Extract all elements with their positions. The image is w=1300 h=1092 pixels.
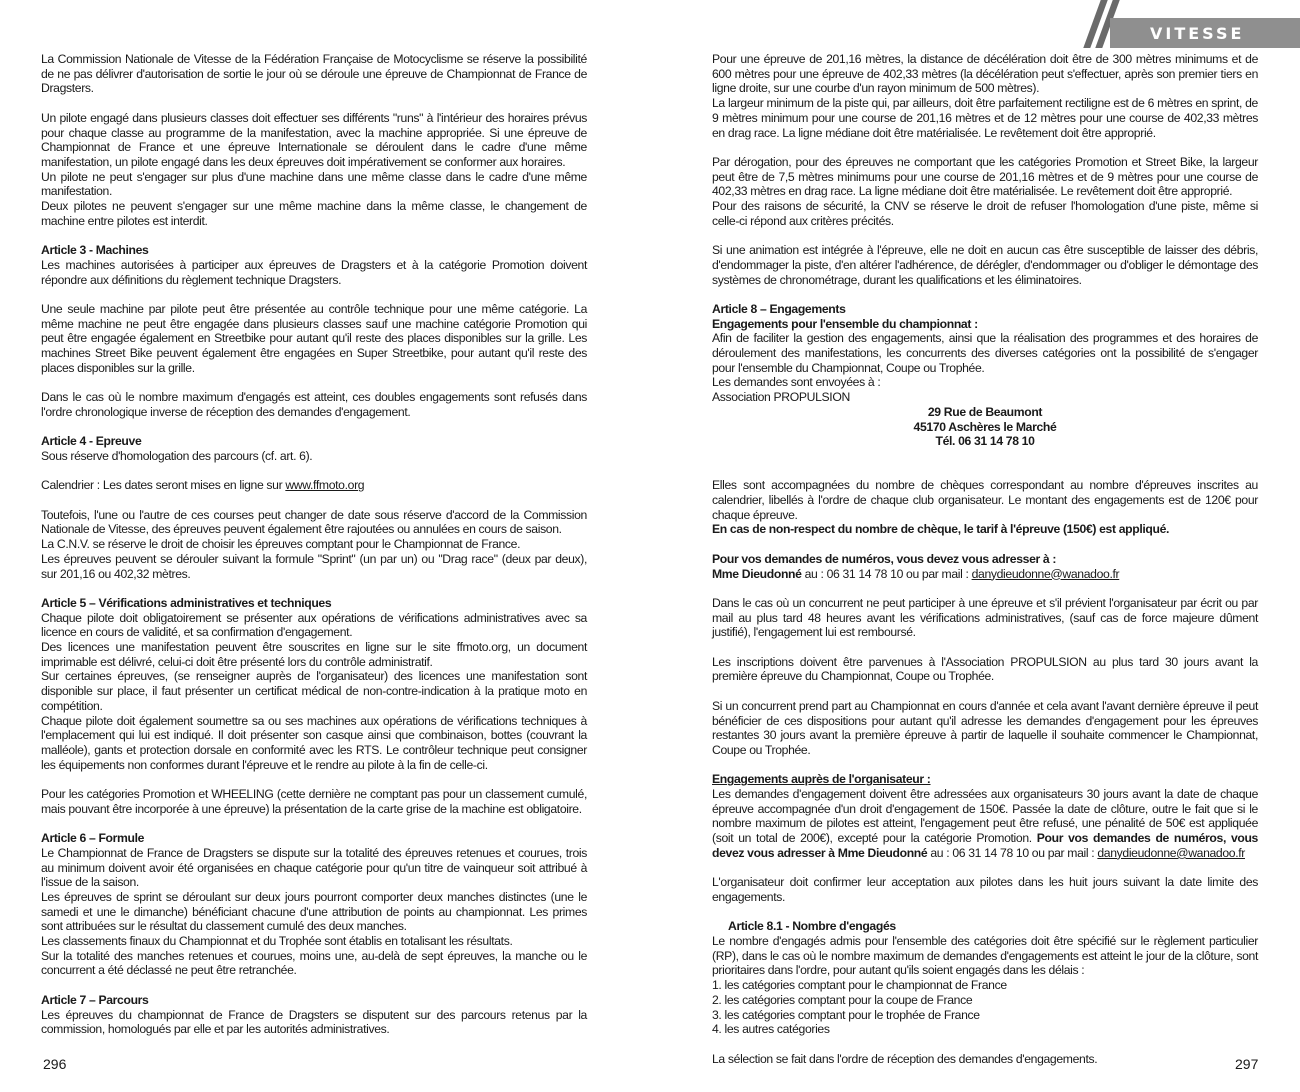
- paragraph: La largeur minimum de la piste qui, par ailleurs, doit être parfaitement rectiligne est de 6 mètres en sprint, de 9 mètres minimum pour une course de 201,16 mètres et de 12 mètres pour une course de 402,33 mètres en drag race. La ligne médiane doit être matérialisée. Le revêtement doit être approprié.: [712, 96, 1258, 140]
- address-line: 45170 Aschères le Marché: [913, 419, 1057, 434]
- paragraph: Elles sont accompagnées du nombre de chèques correspondant au nombre d'épreuves inscrites au calendrier, libellés à l'ordre de chaque club organisateur. Le montant des engagements est de 120€ pour chaque épreuve.: [712, 478, 1258, 522]
- paragraph: La Commission Nationale de Vitesse de la Fédération Française de Motocyclisme se réserve la possibilité de ne pas délivrer d'autorisation de sortie le jour où se déroule une épreuve de Championnat de France de Dragsters.: [41, 52, 587, 96]
- paragraph: Pour une épreuve de 201,16 mètres, la distance de décélération doit être de 300 mètres minimums et de 600 mètres pour une épreuve de 402,33 mètres (la décélération peut s'effectuer, après son premier tiers en ligne droite, sur une courbe d'un rayon minimum de 500 mètres).: [712, 52, 1258, 96]
- article-heading: Article 5 – Vérifications administratives et techniques: [41, 595, 332, 610]
- paragraph: L'organisateur doit confirmer leur acceptation aux pilotes dans les huit jours suivant la date limite des engagements.: [712, 875, 1258, 904]
- right-page-column: [712, 52, 1258, 1066]
- article-heading: Article 6 – Formule: [41, 831, 145, 846]
- paragraph: Les demandes sont envoyées à :: [712, 375, 881, 390]
- ffmoto-link[interactable]: www.ffmoto.org: [285, 478, 365, 493]
- list-item: 1. les catégories comptant pour le championnat de France: [712, 978, 1007, 993]
- subheading: Engagements auprès de l'organisateur :: [712, 772, 931, 787]
- paragraph: Les machines autorisées à participer aux épreuves de Dragsters et à la catégorie Promotion doivent répondre aux définitions du règlement technique Dragsters.: [41, 257, 587, 287]
- contact-text: au : 06 31 14 78 10 ou par mail :: [801, 566, 972, 581]
- article-heading: Article 7 – Parcours: [41, 992, 149, 1007]
- contact-text: au : 06 31 14 78 10 ou par mail :: [927, 845, 1098, 860]
- contact-request: Pour vos demandes de numéros, vous devez vous adresser à Mme Dieudonné: [712, 831, 1258, 860]
- subheading: Engagements pour l'ensemble du championnat :: [712, 316, 978, 331]
- paragraph: Toutefois, l'une ou l'autre de ces courses peut changer de date sous réserve d'accord de la Commission Nationale de Vitesse, des épreuves peuvent également être rajoutées ou annulées en cours de saison.: [41, 507, 587, 537]
- article-heading: Article 3 - Machines: [41, 243, 149, 258]
- left-page-column: [41, 52, 587, 1037]
- paragraph: [712, 567, 1258, 582]
- paragraph-text: Les demandes d'engagement doivent être adressées aux organisateurs 30 jours avant la date de chaque épreuve accompagnée d'un droit d'engagement de 150€. Passée la date de clôture, outre le fait que si le nombre maximum de pilotes est atteint, l'engagement peut être refusé, une pénalité de 50€ est appliquée (soit un total de 200€), excepté pour la catégorie Promotion.: [712, 787, 1258, 846]
- paragraph: La sélection se fait dans l'ordre de réception des demandes d'engagements.: [712, 1051, 1098, 1066]
- email-link[interactable]: danydieudonne@wanadoo.fr: [1097, 845, 1245, 860]
- paragraph: Les classements finaux du Championnat et du Trophée sont établis en totalisant les résultats.: [41, 934, 513, 949]
- email-link[interactable]: danydieudonne@wanadoo.fr: [971, 566, 1120, 581]
- paragraph: Dans le cas où le nombre maximum d'engagés est atteint, ces doubles engagements sont refusés dans l'ordre chronologique inverse de réception des demandes d'engagement.: [41, 390, 587, 419]
- paragraph: Les épreuves de sprint se déroulant sur deux jours pourront comporter deux manches distinctes (une le samedi et une le dimanche) bénéficiant chacune d'une attribution de points au championnat. Les primes sont attribuées sur le résultat du classement cumulé des deux manches.: [41, 889, 587, 934]
- article-heading: Article 8 – Engagements: [712, 301, 846, 316]
- address-line: 29 Rue de Beaumont: [927, 404, 1043, 419]
- paragraph: Les inscriptions doivent être parvenues à l'Association PROPULSION au plus tard 30 jours avant la première épreuve du Championnat, Coupe ou Trophée.: [712, 654, 1258, 684]
- paragraph: Pour les catégories Promotion et WHEELING (cette dernière ne comptant pas pour un classement cumulé, mais pouvant être incorporée à une épreuve) la présentation de la carte grise de la machine est obligatoire.: [41, 787, 587, 816]
- subheading: Pour vos demandes de numéros, vous devez vous adresser à :: [712, 551, 1057, 566]
- penalty-notice: En cas de non-respect du nombre de chèque, le tarif à l'épreuve (150€) est appliqué.: [712, 522, 1170, 537]
- list-item: 2. les catégories comptant pour la coupe de France: [712, 992, 973, 1007]
- page-number-right: 297: [1235, 1056, 1259, 1072]
- paragraph: Association PROPULSION: [712, 390, 850, 405]
- paragraph: Si un concurrent prend part au Championnat en cours d'année et cela avant l'avant dernière épreuve il peut bénéficier de ces dispositions pour autant qu'il adresse les demandes d'engagement pour les épreuves restantes 30 jours avant la première épreuve à partir de laquelle il souhaite commencer le Championnat, Coupe ou Trophée.: [712, 698, 1258, 757]
- paragraph: Sur certaines épreuves, (se renseigner auprès de l'organisateur) des licences une manifestation sont disponible sur place, il faut présenter un certificat médical de non-contre-indication à la pratique moto en compétition.: [41, 669, 587, 713]
- list-item: 4. les autres catégories: [712, 1022, 830, 1037]
- paragraph: Si une animation est intégrée à l'épreuve, elle ne doit en aucun cas être susceptible de laisser des débris, d'endommager la piste, d'en altérer l'adhérence, de dérégler, d'endommager ou d'obliger le démontage des systèmes de chronométrage, durant les qualifications et les éliminatoires.: [712, 243, 1258, 287]
- paragraph: Le Championnat de France de Dragsters se dispute sur la totalité des épreuves retenues et courues, trois au minimum doivent avoir été organisées en chaque catégorie pour qu'un titre de vainqueur soit attribué à l'issue de la saison.: [41, 845, 587, 890]
- paragraph: Une seule machine par pilote peut être présentée au contrôle technique pour une même catégorie. La même machine ne peut être engagée dans plusieurs classes sauf une machine catégorie Promotion qui peut être engagée également en Streetbike pour autant qu'il reste des places disponibles sur la grille. Les machines Street Bike peuvent également être engagées en Super Streetbike, pour autant qu'il reste des places disponibles sur la grille.: [41, 301, 587, 375]
- paragraph: Par dérogation, pour des épreuves ne comportant que les catégories Promotion et Street Bike, la largeur peut être de 7,5 mètres minimums pour une course de 201,16 mètres et de 9 mètres pour une course de 402,33 mètres en drag race. La ligne médiane doit être matérialisée. Le revêtement doit être approprié.: [712, 154, 1258, 199]
- section-title: VITESSE: [1150, 24, 1245, 43]
- paragraph: La C.N.V. se réserve le droit de choisir les épreuves comptant pour le Championnat de France.: [41, 537, 521, 552]
- contact-name: Mme Dieudonné: [712, 566, 802, 581]
- paragraph: Dans le cas où un concurrent ne peut participer à une épreuve et s'il prévient l'organisateur par écrit ou par mail au plus tard 48 heures avant les vérifications administratives, (sauf cas de force majeure dûment justifié), l'engagement lui est remboursé.: [712, 595, 1258, 640]
- paragraph: [41, 478, 587, 493]
- calendar-text: Calendrier : Les dates seront mises en ligne sur: [41, 478, 286, 493]
- paragraph: Deux pilotes ne peuvent s'engager sur une même machine dans la même classe, le changement de machine entre pilotes est interdit.: [41, 199, 587, 228]
- article-heading: Article 4 - Epreuve: [41, 434, 142, 449]
- paragraph: Un pilote ne peut s'engager sur plus d'une machine dans une même classe dans le cadre d'une même manifestation.: [41, 169, 587, 199]
- paragraph: Sous réserve d'homologation des parcours (cf. art. 6).: [41, 448, 313, 463]
- paragraph: Les épreuves peuvent se dérouler suivant la formule "Sprint" (un par un) ou "Drag race" (deux par deux), sur 201,16 ou 402,32 mètres.: [41, 551, 587, 581]
- paragraph: Les épreuves du championnat de France de Dragsters se disputent sur des parcours retenus par la commission, homologués par elle et par les autorités administratives.: [41, 1007, 587, 1037]
- article-heading: Article 8.1 - Nombre d'engagés: [728, 919, 896, 934]
- paragraph: Des licences une manifestation peuvent être souscrites en ligne sur le site ffmoto.org, un document imprimable est délivré, celui-ci doit être présenté lors du contrôle administratif.: [41, 640, 587, 669]
- paragraph: Le nombre d'engagés admis pour l'ensemble des catégories doit être spécifié sur le règlement particulier (RP), dans le cas où le nombre maximum de demandes d'engagements est atteint le jour de la clôture, sont prioritaires dans l'ordre, pour autant qu'ils soient engagés dans les délais :: [712, 934, 1258, 978]
- list-item: 3. les catégories comptant pour le trophée de France: [712, 1007, 980, 1022]
- paragraph: Un pilote engagé dans plusieurs classes doit effectuer ses différents "runs" à l'intérieur des horaires prévus pour chaque classe au programme de la manifestation, avec la machine appropriée. Si une épreuve de Championnat de France et une épreuve Internationale se déroulent dans le cadre d'une même manifestation, un pilote engagé dans les deux épreuves doit impérativement se conformer aux horaires.: [41, 110, 587, 169]
- phone-line: Tél. 06 31 14 78 10: [935, 434, 1035, 449]
- paragraph: Chaque pilote doit obligatoirement se présenter aux opérations de vérifications administratives avec sa licence en cours de validité, et sa confirmation d'engagement.: [41, 610, 587, 640]
- paragraph: [712, 787, 1258, 861]
- paragraph: Afin de faciliter la gestion des engagements, ainsi que la réalisation des programmes et des horaires de déroulement des manifestations, les concurrents des diverses catégories ont la possibilité de s'engager pour l'ensemble du Championnat, Coupe ou Trophée.: [712, 331, 1258, 375]
- paragraph: Pour des raisons de sécurité, la CNV se réserve le droit de refuser l'homologation d'une piste, même si celle-ci répond aux critères précités.: [712, 199, 1258, 228]
- paragraph: Sur la totalité des manches retenues et courues, moins une, au-delà de sept épreuves, la manche ou le concurrent a été déclassé ne peut être retranchée.: [41, 948, 587, 978]
- paragraph: Chaque pilote doit également soumettre sa ou ses machines aux opérations de vérifications techniques à l'emplacement qui lui est indiqué. Il doit présenter son casque ainsi que combinaison, bottes (couvrant la malléole), gants et protection dorsale en conformité avec les RTS. Le contrôleur technique peut consigner les équipements non conformes durant l'épreuve et le rendre au pilote à la fin de celle-ci.: [41, 713, 587, 772]
- page-number-left: 296: [43, 1056, 67, 1072]
